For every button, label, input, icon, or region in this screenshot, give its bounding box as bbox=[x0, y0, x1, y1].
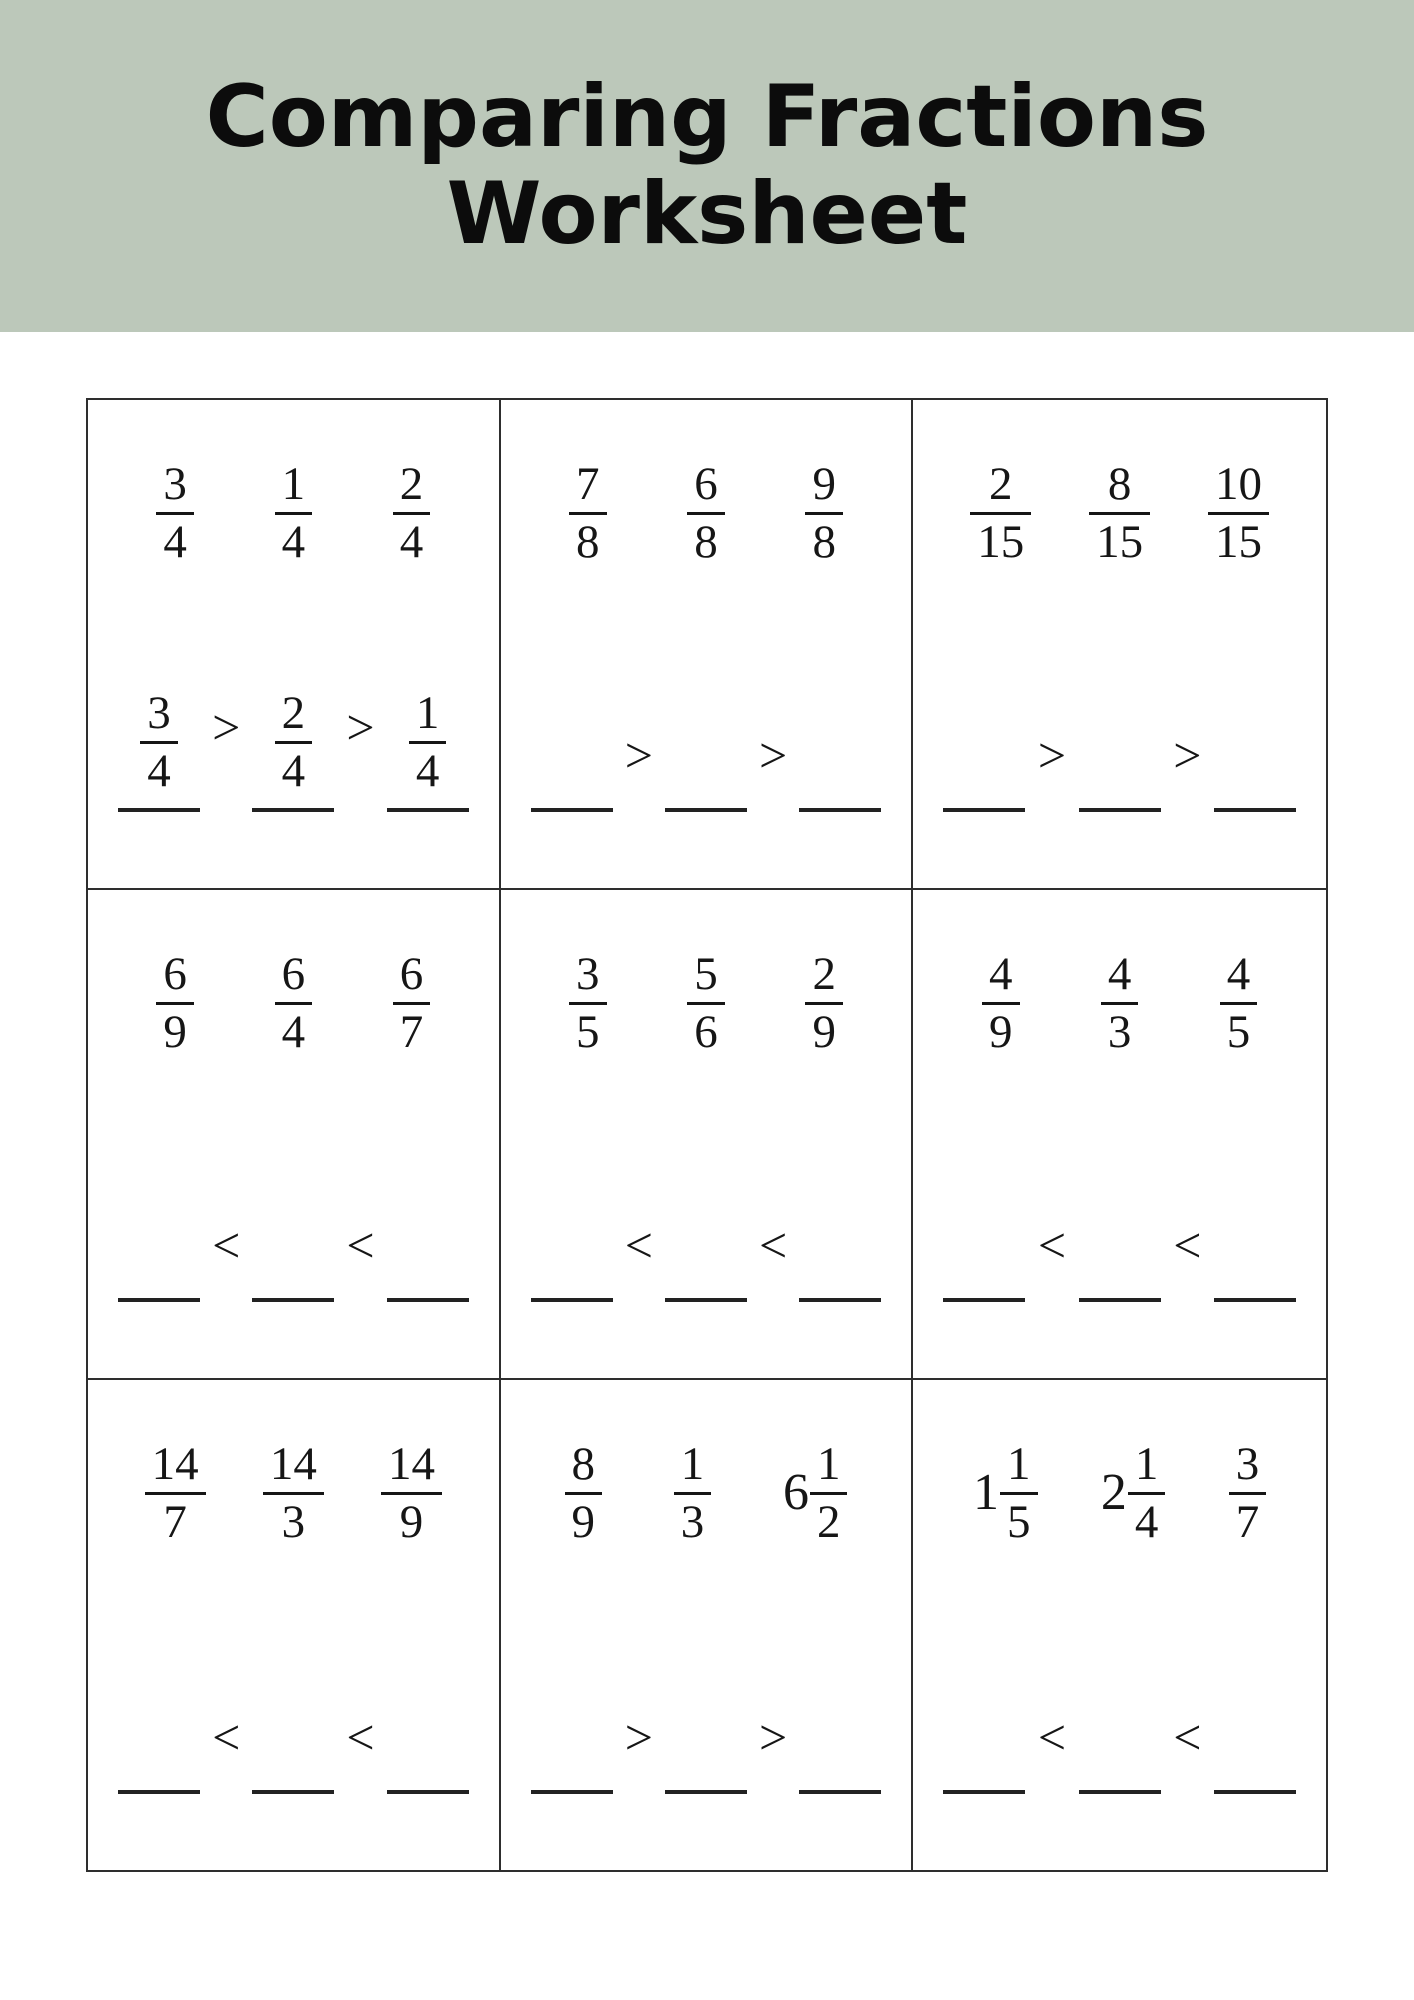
answer-slot bbox=[531, 1790, 613, 1794]
fraction-numerator: 5 bbox=[687, 950, 725, 1005]
fraction-value bbox=[381, 1440, 442, 1547]
fraction bbox=[156, 460, 194, 567]
fraction-value bbox=[263, 1440, 324, 1547]
mixed-whole-number: 6 bbox=[782, 1464, 809, 1522]
comparison-symbol: < bbox=[759, 1217, 788, 1273]
fraction-value bbox=[982, 950, 1020, 1057]
fraction-value bbox=[565, 1440, 603, 1547]
fraction bbox=[973, 1440, 1038, 1547]
fraction-denominator: 2 bbox=[816, 1495, 841, 1548]
worksheet-title-line2: Worksheet bbox=[446, 164, 968, 264]
answer-blank[interactable] bbox=[1214, 808, 1296, 812]
answer-slot bbox=[1214, 1298, 1296, 1302]
answer-blank[interactable] bbox=[1079, 1298, 1161, 1302]
fraction-numerator: 2 bbox=[275, 689, 313, 744]
answer-blank[interactable] bbox=[1079, 1790, 1161, 1794]
fraction-value bbox=[687, 460, 725, 567]
fraction bbox=[1208, 460, 1269, 567]
answer-slot bbox=[799, 1298, 881, 1302]
comparison-symbol: > bbox=[1037, 727, 1067, 783]
answer-blank[interactable] bbox=[943, 1790, 1025, 1794]
fraction-numerator: 3 bbox=[1229, 1440, 1267, 1495]
fraction-value bbox=[970, 460, 1031, 567]
answer-blank[interactable] bbox=[387, 1298, 469, 1302]
fraction-value bbox=[156, 950, 194, 1057]
answer-row bbox=[108, 1217, 479, 1302]
header-banner bbox=[0, 0, 1414, 332]
fraction-numerator: 6 bbox=[156, 950, 194, 1005]
fraction-value bbox=[393, 460, 431, 567]
fraction-numerator: 3 bbox=[569, 950, 607, 1005]
worksheet-title-line1: Comparing Fractions bbox=[205, 66, 1209, 167]
answer-blank[interactable] bbox=[531, 1298, 613, 1302]
comparison-symbol: < bbox=[1037, 1709, 1067, 1765]
answer-slot bbox=[118, 1298, 200, 1302]
fraction-denominator: 9 bbox=[989, 1005, 1013, 1058]
fraction bbox=[674, 1440, 712, 1547]
given-fractions-row bbox=[108, 950, 479, 1057]
comparison-symbol: < bbox=[1037, 1217, 1067, 1273]
answer-slot bbox=[799, 1790, 881, 1794]
fraction-value bbox=[1128, 1440, 1166, 1547]
comparison-symbol: < bbox=[1173, 1217, 1202, 1273]
fraction bbox=[687, 460, 725, 567]
fraction-value bbox=[805, 460, 843, 567]
fraction-denominator: 15 bbox=[1215, 515, 1263, 568]
worksheet-cell-4 bbox=[88, 890, 501, 1380]
given-fractions-row bbox=[521, 950, 892, 1057]
answer-blank[interactable] bbox=[252, 1298, 334, 1302]
fraction-denominator: 3 bbox=[680, 1495, 705, 1548]
fraction-value bbox=[140, 689, 178, 796]
fraction bbox=[381, 1440, 442, 1547]
fraction-value bbox=[1101, 950, 1139, 1057]
fraction-value bbox=[569, 460, 607, 567]
fraction-denominator: 8 bbox=[694, 515, 718, 568]
fraction bbox=[805, 460, 843, 567]
answer-blank[interactable] bbox=[943, 1298, 1025, 1302]
comparison-symbol: < bbox=[212, 1217, 241, 1273]
fraction-denominator: 9 bbox=[812, 1005, 836, 1058]
fraction bbox=[783, 1440, 848, 1547]
fraction-denominator: 4 bbox=[281, 745, 306, 798]
fraction-denominator: 9 bbox=[163, 1005, 187, 1058]
fraction-numerator: 8 bbox=[1089, 460, 1150, 515]
fraction-denominator: 9 bbox=[571, 1495, 596, 1548]
fraction-value bbox=[393, 950, 431, 1057]
fraction-numerator: 2 bbox=[805, 950, 843, 1005]
fraction-numerator: 1 bbox=[275, 460, 313, 515]
fraction-denominator: 8 bbox=[576, 515, 600, 568]
comparison-symbol: > bbox=[624, 1709, 653, 1765]
fraction-denominator: 5 bbox=[1007, 1495, 1031, 1548]
answer-row bbox=[933, 1217, 1306, 1302]
comparison-symbol: < bbox=[1173, 1709, 1202, 1765]
answer-slot bbox=[531, 808, 613, 812]
answer-blank[interactable] bbox=[118, 1298, 200, 1302]
answer-slot bbox=[1079, 1790, 1161, 1794]
fraction-numerator: 1 bbox=[409, 689, 447, 744]
fraction-numerator: 2 bbox=[970, 460, 1031, 515]
fraction-denominator: 9 bbox=[399, 1495, 424, 1548]
given-fractions-row bbox=[933, 950, 1306, 1057]
fraction-value bbox=[1089, 460, 1150, 567]
answer-blank[interactable] bbox=[531, 1790, 613, 1794]
fraction bbox=[393, 950, 431, 1057]
answer-blank[interactable] bbox=[387, 1790, 469, 1794]
fraction-numerator: 1 bbox=[810, 1440, 848, 1495]
fraction-value bbox=[156, 460, 194, 567]
fraction-numerator: 1 bbox=[674, 1440, 712, 1495]
fraction-numerator: 6 bbox=[687, 460, 725, 515]
answer-slot bbox=[665, 1790, 747, 1794]
fraction bbox=[569, 950, 607, 1057]
fraction bbox=[805, 950, 843, 1057]
answer-slot bbox=[665, 808, 747, 812]
fraction-denominator: 4 bbox=[147, 745, 171, 798]
worksheet-cell-5 bbox=[501, 890, 914, 1380]
fraction-denominator: 4 bbox=[281, 515, 306, 568]
fraction bbox=[1220, 950, 1258, 1057]
fraction-denominator: 4 bbox=[1134, 1495, 1159, 1548]
fraction bbox=[982, 950, 1020, 1057]
fraction-denominator: 3 bbox=[281, 1495, 306, 1548]
fraction-numerator: 14 bbox=[381, 1440, 442, 1495]
fraction bbox=[145, 1440, 206, 1547]
fraction-numerator: 9 bbox=[805, 460, 843, 515]
comparison-symbol: > bbox=[346, 699, 375, 755]
fraction-value bbox=[275, 689, 313, 796]
fraction-denominator: 7 bbox=[399, 1005, 424, 1058]
worksheet-cell-6 bbox=[913, 890, 1326, 1380]
fraction-denominator: 4 bbox=[415, 745, 440, 798]
answer-blank[interactable] bbox=[799, 1790, 881, 1794]
answer-row bbox=[108, 689, 479, 812]
given-fractions-row bbox=[933, 460, 1306, 567]
answer-blank[interactable] bbox=[943, 808, 1025, 812]
comparison-symbol: < bbox=[346, 1709, 375, 1765]
fraction bbox=[156, 950, 194, 1057]
mixed-whole-number: 2 bbox=[1100, 1464, 1127, 1522]
fraction-numerator: 4 bbox=[1101, 950, 1139, 1005]
fraction-denominator: 15 bbox=[977, 515, 1025, 568]
comparison-symbol: > bbox=[759, 727, 788, 783]
answer-row bbox=[108, 1709, 479, 1794]
fraction-value bbox=[1208, 460, 1269, 567]
fraction bbox=[263, 1440, 324, 1547]
answer-slot bbox=[1214, 1790, 1296, 1794]
fraction-denominator: 6 bbox=[694, 1005, 718, 1058]
answer-slot bbox=[387, 1790, 469, 1794]
worksheet-cell-3 bbox=[913, 400, 1326, 890]
answer-blank[interactable] bbox=[387, 808, 469, 812]
answer-row bbox=[933, 1709, 1306, 1794]
given-fractions-row bbox=[108, 460, 479, 567]
fraction bbox=[275, 689, 313, 808]
fraction-value bbox=[810, 1440, 848, 1547]
comparison-symbol: < bbox=[624, 1217, 653, 1273]
given-fractions-row bbox=[521, 1440, 892, 1547]
answer-slot bbox=[387, 1298, 469, 1302]
fraction bbox=[565, 1440, 603, 1547]
answer-slot bbox=[531, 1298, 613, 1302]
answer-blank[interactable] bbox=[118, 1790, 200, 1794]
answer-slot bbox=[943, 1298, 1025, 1302]
comparison-symbol: < bbox=[212, 1709, 241, 1765]
fraction-value bbox=[687, 950, 725, 1057]
fraction-numerator: 3 bbox=[156, 460, 194, 515]
given-fractions-row bbox=[521, 460, 892, 567]
fraction bbox=[140, 689, 178, 808]
answer-row bbox=[521, 1709, 892, 1794]
answer-slot bbox=[252, 689, 334, 812]
fraction bbox=[393, 460, 431, 567]
fraction-numerator: 1 bbox=[1128, 1440, 1166, 1495]
given-fractions-row bbox=[933, 1440, 1306, 1547]
fraction bbox=[275, 950, 313, 1057]
fraction-numerator: 14 bbox=[145, 1440, 206, 1495]
answer-row bbox=[933, 727, 1306, 812]
fraction-numerator: 2 bbox=[393, 460, 431, 515]
answer-slot bbox=[943, 1790, 1025, 1794]
fraction-numerator: 6 bbox=[275, 950, 313, 1005]
answer-slot bbox=[799, 808, 881, 812]
answer-slot bbox=[665, 1298, 747, 1302]
answer-blank[interactable] bbox=[665, 1298, 747, 1302]
answer-slot bbox=[943, 808, 1025, 812]
fraction-value bbox=[569, 950, 607, 1057]
fraction-numerator: 3 bbox=[140, 689, 178, 744]
fraction-value bbox=[805, 950, 843, 1057]
fraction-denominator: 7 bbox=[163, 1495, 187, 1548]
comparison-symbol: > bbox=[212, 699, 241, 755]
worksheet-grid bbox=[86, 398, 1328, 1872]
comparison-symbol: > bbox=[624, 727, 653, 783]
answer-blank[interactable] bbox=[665, 808, 747, 812]
fraction bbox=[1229, 1440, 1267, 1547]
worksheet-cell-1 bbox=[88, 400, 501, 890]
fraction-numerator: 10 bbox=[1208, 460, 1269, 515]
answer-blank[interactable] bbox=[799, 1298, 881, 1302]
fraction-denominator: 4 bbox=[163, 515, 187, 568]
answer-slot bbox=[252, 1298, 334, 1302]
fraction-value bbox=[275, 460, 313, 567]
fraction-value bbox=[275, 950, 313, 1057]
worksheet-cell-2 bbox=[501, 400, 914, 890]
fraction-denominator: 4 bbox=[281, 1005, 306, 1058]
answer-blank[interactable] bbox=[1214, 1790, 1296, 1794]
answer-slot bbox=[118, 1790, 200, 1794]
answer-slot bbox=[387, 689, 469, 812]
fraction-denominator: 7 bbox=[1235, 1495, 1260, 1548]
fraction-value bbox=[1220, 950, 1258, 1057]
fraction-value bbox=[1000, 1440, 1038, 1547]
answer-blank[interactable] bbox=[1214, 1298, 1296, 1302]
fraction bbox=[1101, 950, 1139, 1057]
fraction-numerator: 8 bbox=[565, 1440, 603, 1495]
fraction-numerator: 7 bbox=[569, 460, 607, 515]
answer-blank[interactable] bbox=[252, 808, 334, 812]
mixed-whole-number: 1 bbox=[973, 1464, 1000, 1522]
answer-blank[interactable] bbox=[665, 1790, 747, 1794]
answer-slot bbox=[1079, 1298, 1161, 1302]
answer-blank[interactable] bbox=[799, 808, 881, 812]
fraction-denominator: 3 bbox=[1107, 1005, 1132, 1058]
fraction-numerator: 14 bbox=[263, 1440, 324, 1495]
fraction bbox=[1101, 1440, 1166, 1547]
worksheet-cell-7 bbox=[88, 1380, 501, 1870]
fraction-numerator: 6 bbox=[393, 950, 431, 1005]
fraction-numerator: 4 bbox=[982, 950, 1020, 1005]
comparison-symbol: > bbox=[1173, 727, 1202, 783]
fraction-denominator: 8 bbox=[812, 515, 836, 568]
fraction-value bbox=[1229, 1440, 1267, 1547]
answer-blank[interactable] bbox=[118, 808, 200, 812]
fraction-denominator: 5 bbox=[576, 1005, 600, 1058]
answer-row bbox=[521, 1217, 892, 1302]
fraction bbox=[275, 460, 313, 567]
fraction-numerator: 1 bbox=[1000, 1440, 1038, 1495]
fraction-denominator: 4 bbox=[399, 515, 424, 568]
fraction bbox=[409, 689, 447, 808]
answer-blank[interactable] bbox=[1079, 808, 1161, 812]
fraction bbox=[1089, 460, 1150, 567]
fraction bbox=[687, 950, 725, 1057]
answer-slot bbox=[118, 689, 200, 812]
comparison-symbol: > bbox=[759, 1709, 788, 1765]
answer-blank[interactable] bbox=[252, 1790, 334, 1794]
given-fractions-row bbox=[108, 1440, 479, 1547]
fraction bbox=[569, 460, 607, 567]
worksheet-cell-8 bbox=[501, 1380, 914, 1870]
fraction-denominator: 15 bbox=[1096, 515, 1144, 568]
fraction-value bbox=[674, 1440, 712, 1547]
comparison-symbol: < bbox=[346, 1217, 375, 1273]
worksheet-cell-9 bbox=[913, 1380, 1326, 1870]
fraction-value bbox=[409, 689, 447, 796]
answer-row bbox=[521, 727, 892, 812]
fraction bbox=[970, 460, 1031, 567]
answer-slot bbox=[1214, 808, 1296, 812]
answer-slot bbox=[252, 1790, 334, 1794]
fraction-numerator: 4 bbox=[1220, 950, 1258, 1005]
answer-blank[interactable] bbox=[531, 808, 613, 812]
fraction-denominator: 5 bbox=[1226, 1005, 1251, 1058]
answer-slot bbox=[1079, 808, 1161, 812]
fraction-value bbox=[145, 1440, 206, 1547]
